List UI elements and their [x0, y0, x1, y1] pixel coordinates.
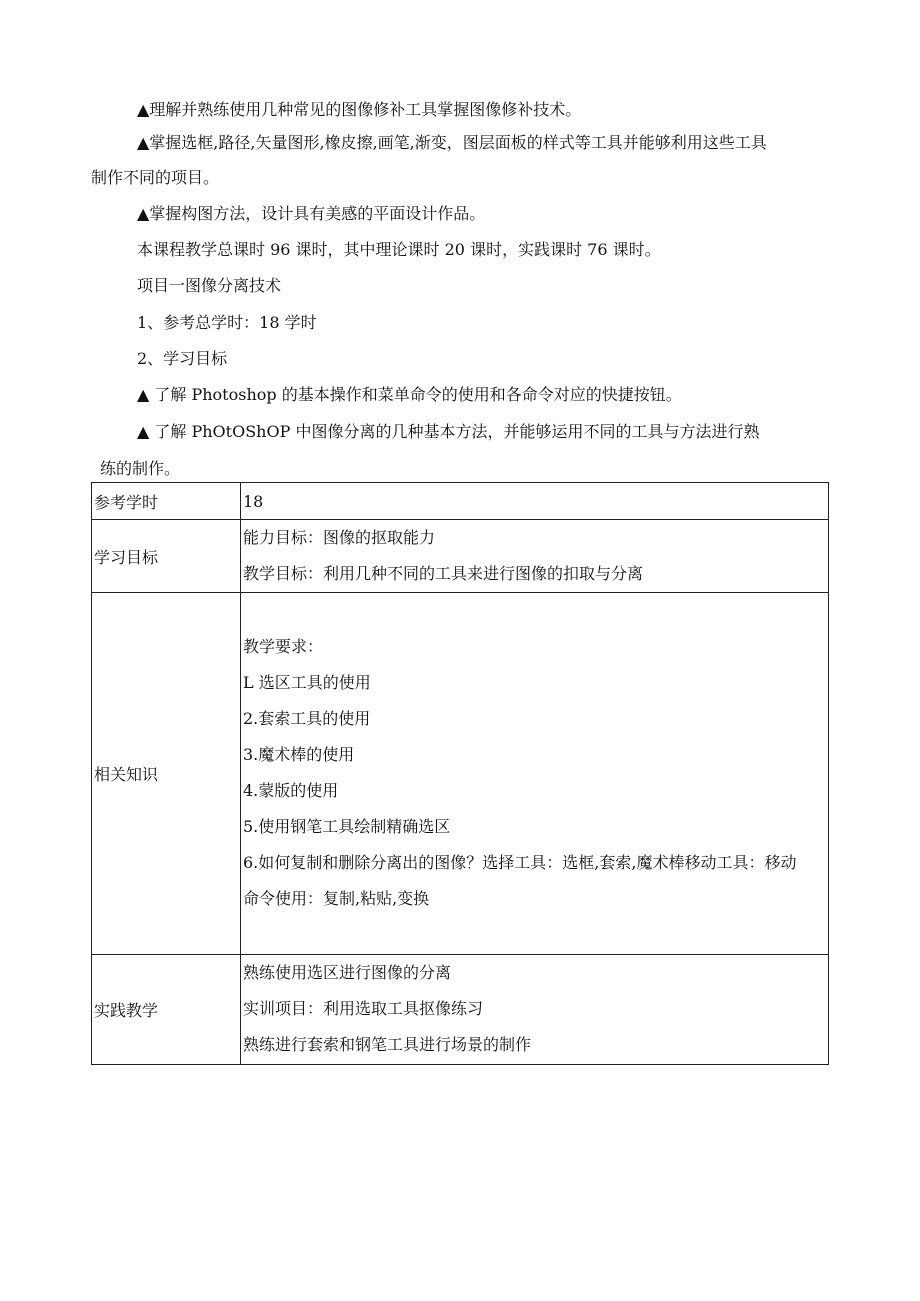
practice-line-2: 实训项目：利用选取工具抠像练习: [243, 999, 484, 1018]
knowledge-label-cell: [92, 593, 241, 955]
knowledge-line-4: 3.魔术棒的使用: [243, 745, 355, 764]
knowledge-line-5: 4.蒙版的使用: [243, 781, 339, 800]
table-row-practice: [92, 955, 829, 1065]
teaching-goal: 教学目标：利用几种不同的工具来进行图像的扣取与分离: [243, 564, 644, 583]
reference-hours: 1、参考总学时：18 学时: [137, 313, 317, 332]
project-title: 项目一图像分离技术: [137, 276, 282, 295]
knowledge-line-6: 5.使用钢笔工具绘制精确选区: [243, 817, 451, 836]
knowledge-line-3: 2.套索工具的使用: [243, 709, 371, 728]
practice-line-1: 熟练使用选区进行图像的分离: [243, 963, 452, 982]
knowledge-label: 相关知识: [94, 765, 159, 784]
goals-content-cell: [241, 520, 829, 593]
knowledge-line-7: 6.如何复制和删除分离出的图像？选择工具：选框,套索,魔术棒移动工具：移动: [243, 853, 797, 872]
objective-2-line2: 制作不同的项目。: [91, 168, 220, 187]
practice-label: 实践教学: [94, 1001, 159, 1020]
goals-label: 学习目标: [94, 547, 159, 567]
practice-label-cell: [92, 955, 241, 1065]
ability-goal: 能力目标：图像的抠取能力: [243, 528, 436, 547]
goal-2-line2: 练的制作。: [100, 459, 181, 478]
hours-value: 18: [243, 491, 264, 511]
objective-2-line1: ▲掌握选框,路径,矢量图形,橡皮擦,画笔,渐变，图层面板的样式等工具并能够利用这些工具: [137, 133, 767, 152]
knowledge-line-2: L 选区工具的使用: [243, 673, 371, 692]
table-row-goals: [92, 520, 829, 593]
practice-content-cell: [241, 955, 829, 1065]
goals-label-cell: [92, 520, 241, 593]
knowledge-line-8: 命令使用：复制,粘贴,变换: [243, 889, 430, 908]
goals-heading: 2、学习目标: [137, 349, 228, 368]
table-row-hours: [92, 483, 829, 520]
table-row-knowledge: [92, 593, 829, 955]
goal-1: ▲ 了解 Photoshop 的基本操作和菜单命令的使用和各命令对应的快捷按钮。: [137, 385, 682, 404]
practice-line-3: 熟练进行套索和钢笔工具进行场景的制作: [243, 1035, 532, 1054]
syllabus-table: [91, 482, 829, 1065]
objective-1: ▲理解并熟练使用几种常见的图像修补工具掌握图像修补技术。: [137, 100, 582, 119]
hours-summary: 本课程教学总课时 96 课时，其中理论课时 20 课时，实践课时 76 课时。: [137, 240, 661, 259]
hours-label: 参考学时: [94, 492, 159, 512]
hours-label-cell: [92, 483, 241, 520]
goal-2-line1: ▲ 了解 PhOtOShOP 中图像分离的几种基本方法，并能够运用不同的工具与方法进行熟: [137, 422, 760, 441]
hours-value-cell: [241, 483, 829, 520]
knowledge-content-cell: [241, 593, 829, 955]
knowledge-line-1: 教学要求：: [243, 637, 324, 656]
objective-3: ▲掌握构图方法，设计具有美感的平面设计作品。: [137, 204, 486, 223]
